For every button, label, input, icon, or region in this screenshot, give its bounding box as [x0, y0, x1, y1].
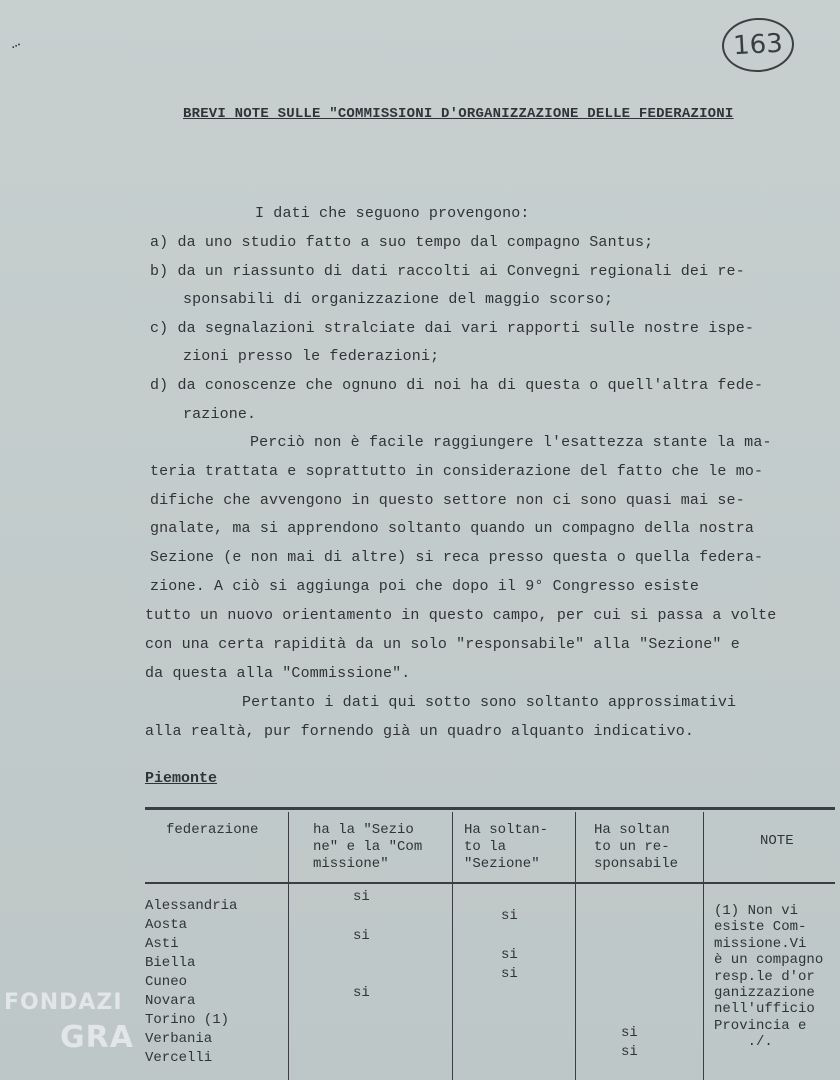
body-line: alla realtà, pur fornendo già un quadro alquanto indicativo.	[145, 723, 695, 740]
watermark-logo: GRA	[60, 1020, 134, 1055]
table-header-federazione: federazione	[166, 822, 259, 838]
federation-name: Verbania	[145, 1031, 213, 1047]
si-mark: si	[621, 1044, 638, 1060]
page-number: 163	[721, 16, 796, 74]
body-line: razione.	[183, 406, 257, 423]
si-mark: si	[501, 908, 518, 924]
si-mark: si	[353, 928, 370, 944]
body-line: da questa alla "Commissione".	[145, 665, 411, 682]
table-top-rule	[145, 807, 835, 810]
body-line: Perciò non è facile raggiungere l'esattezza stante la ma-	[250, 434, 772, 451]
table-column-rule	[575, 812, 576, 1080]
si-mark: si	[501, 947, 518, 963]
si-mark: si	[621, 1025, 638, 1041]
table-column-rule	[288, 812, 289, 1080]
body-line: sponsabili di organizzazione del maggio scorso;	[183, 291, 614, 308]
federation-name: Vercelli	[145, 1050, 213, 1066]
federation-name: Biella	[145, 955, 196, 971]
table-header-solo-responsabile: Ha soltan to un re- sponsabile	[594, 822, 679, 872]
body-line: b) da un riassunto di dati raccolti ai Convegni regionali dei re-	[150, 263, 745, 280]
body-line: a) da uno studio fatto a suo tempo dal compagno Santus;	[150, 234, 654, 251]
body-line: Sezione (e non mai di altre) si reca presso questa o quella federa-	[150, 549, 764, 566]
body-line: gnalate, ma si apprendono soltanto quando un compagno della nostra	[150, 520, 754, 537]
si-mark: si	[353, 889, 370, 905]
si-mark: si	[501, 966, 518, 982]
body-line: c) da segnalazioni stralciate dai vari rapporti sulle nostre ispe-	[150, 320, 754, 337]
table-column-rule	[703, 812, 704, 1080]
body-line: I dati che seguono provengono:	[255, 205, 530, 222]
si-mark: si	[353, 985, 370, 1001]
body-line: tutto un nuovo orientamento in questo campo, per cui si passa a volte	[145, 607, 777, 624]
body-line: Pertanto i dati qui sotto sono soltanto approssimativi	[242, 694, 737, 711]
federation-name: Cuneo	[145, 974, 188, 990]
federation-name: Asti	[145, 936, 179, 952]
table-header-sezione-commissione: ha la "Sezio ne" e la "Com missione"	[313, 822, 423, 872]
table-column-rule	[452, 812, 453, 1080]
federation-name: Aosta	[145, 917, 188, 933]
corner-mark: …	[6, 32, 23, 54]
body-line: con una certa rapidità da un solo "responsabile" alla "Sezione" e	[145, 636, 740, 653]
watermark-logo: FONDAZI	[4, 990, 123, 1015]
federation-name: Alessandria	[145, 898, 238, 914]
federation-name: Novara	[145, 993, 196, 1009]
federation-name: Torino (1)	[145, 1012, 230, 1028]
table-header-rule	[145, 882, 835, 884]
document-title: BREVI NOTE SULLE "COMMISSIONI D'ORGANIZZAZIONE DELLE FEDERAZIONI	[183, 106, 734, 122]
table-header-solo-sezione: Ha soltan- to la "Sezione"	[464, 822, 549, 872]
body-line: teria trattata e soprattutto in considerazione del fatto che le mo-	[150, 463, 764, 480]
body-line: d) da conoscenze che ognuno di noi ha di questa o quell'altra fede-	[150, 377, 764, 394]
table-header-note: NOTE	[760, 833, 794, 849]
table-note: (1) Non vi esiste Com- missione.Vi è un compagno resp.le d'or ganizzazione nell'ufficio Provincia e ./.	[714, 903, 824, 1050]
body-line: difiche che avvengono in questo settore non ci sono quasi mai se-	[150, 492, 745, 509]
region-heading: Piemonte	[145, 770, 218, 787]
body-line: zioni presso le federazioni;	[183, 348, 440, 365]
body-line: zione. A ciò si aggiunga poi che dopo il 9° Congresso esiste	[150, 578, 700, 595]
